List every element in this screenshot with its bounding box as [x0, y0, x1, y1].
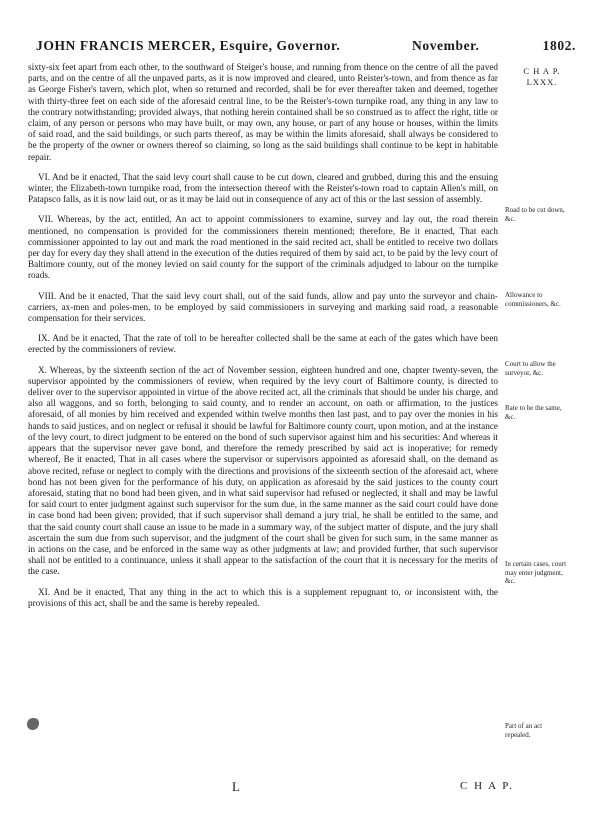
paragraph-continuation: sixty-six feet apart from each other, to the southward of Steiger's house, and running from thence on the centre of all the paved parts, and on the centre of all the unpaved parts, as it is now improved and cleared, unto Reister's-town, and from thence as far as George Fisher's tavern, which plot, when so returned and recorded, shall be for ever thereafter taken and deemed, together with thirty-three feet on each side of the aforesaid central line, to be the Reister's-town turnpike road, any thing in any law to the contrary notwithstanding; provided always, that nothing herein contained shall be so construed as to affect the right, title or claim, of any person or persons who may have built, or may own, any house, or part of any house or houses, within the limits of said road, and the said buildings, or such parts thereof, as may be within the limits aforesaid, shall always be considered to be the property of the owner or owners thereof so claiming, so long as the said buildings shall continue to be kept in habitable repair.	[28, 62, 498, 162]
margin-note-allowance: Allowance to commissioners, &c.	[505, 291, 561, 308]
header-year: 1802.	[542, 38, 576, 53]
body-text	[28, 62, 498, 618]
section-vii: VII. Whereas, by the act, entitled, An act to appoint commissioners to examine, survey and lay out, the road therein mentioned, no compensation is provided for the commissioners therein mentioned; therefore, Be it enacted, That each commissioner appointed to lay out and mark the road mentioned in the said recited act, shall be entitled to receive two dollars per day for every day they shall attend in the execution of the duties required of them by said act, to be paid by the levy court of Baltimore county, out of the money levied on said county for the support of the criminals adjudged to labour on the turnpike roads.	[28, 214, 498, 281]
ink-blot	[27, 718, 39, 730]
margin-note-repealed: Part of an act repealed.	[505, 722, 543, 739]
catchword: C H A P.	[460, 780, 514, 792]
chapter-mark: C H A P. LXXX.	[523, 66, 561, 87]
margin-note-judgment: In certain cases, court may enter judgment, &c.	[505, 560, 567, 585]
margin-note-rate: Rate to be the same, &c.	[505, 404, 562, 421]
section-ix: IX. And be it enacted, That the rate of toll to be hereafter collected shall be the same at each of the gates which have been erected by the commissioners of review.	[28, 333, 498, 355]
section-vi: VI. And be it enacted, That the said levy court shall cause to be cut down, cleared and grubbed, during this and the ensuing winter, the Elizabeth-town turnpike road, from the intersection thereof with the Reister's-town road to captain Allen's mill, on Patapsco falls, as it is now laid out, or as it may be laid out in consequence of any act of this or the last session of assembly.	[28, 171, 498, 205]
margin-note-court-allow: Court to allow the surveyor, &c.	[505, 360, 556, 377]
margin-note-road: Road to be cut down, &c.	[505, 206, 565, 223]
running-header	[28, 38, 576, 58]
signature-mark: L	[232, 779, 240, 794]
section-xi: XI. And be it enacted, That any thing in the act to which this is a supplement repugnant to, or inconsistent with, the provisions of this act, shall be and the same is hereby repealed.	[28, 586, 498, 608]
section-viii: VIII. And be it enacted, That the said levy court shall, out of the said funds, allow and pay unto the surveyor and chain-carriers, ax-men and poles-men, to be employed by said commissioners in surveying and marking said road, a reasonable compensation for their services.	[28, 290, 498, 324]
header-title: JOHN FRANCIS MERCER, Esquire, Governor.	[36, 38, 341, 53]
section-x: X. Whereas, by the sixteenth section of the act of November session, eighteen hundred and one, chapter twenty-seven, the supervisor appointed by the commissioners of review, when required by the levy court of Baltimore county, is directed to deliver over to the supervisor appointed in virtue of the above recited act, all the criminals that should be under his charge, and also all waggons, and so forth, belonging to said county, and to render an account, on oath or affirmation, to the justices aforesaid, of all monies by him received and expended within twelve months then last past, and to pay over the monies in his hands to said justices, and on neglect or refusal it should be lawful for Baltimore county court, upon motion, and at the instance of the levy court, to direct judgment to be entered on the bond of such supervisor against him and his securities: And whereas it appears that the supervisor never gave bond, and therefore the remedy prescribed by said act is inoperative; for remedy whereof, Be it enacted, That in all cases where the supervisor or supervisors appointed as aforesaid shall, on the demand as above recited, refuse or neglect to comply with the directions and provisions of the sixteenth section of the aforesaid act, where bond has not been given for the performance of his duty, on application as aforesaid by the said justices to the county court aforesaid, stating that no bond had been given, and in what said supervisor had refused or neglected, it shall and may be lawful for said court to enter judgment against such supervisor for the sum due, in the same manner as the said court could have done in case bond had been given; provided, that if such supervisor shall demand a jury trial, he shall be entitled to the same, and that the said county court shall cause an issue to be made in a summary way, of the subject matter of dispute, and the jury shall ascertain the sum due from such supervisor, and the judgment of the court shall be given for such sum, in the same manner as in actions on the case, and be enforced in the same way as other judgments at law; and provided further, that such supervisor shall not be entitled to a continuance, unless it shall appear to the satisfaction of the court that it is necessary for the merits of the case.	[28, 364, 498, 577]
header-month: November.	[412, 38, 480, 53]
